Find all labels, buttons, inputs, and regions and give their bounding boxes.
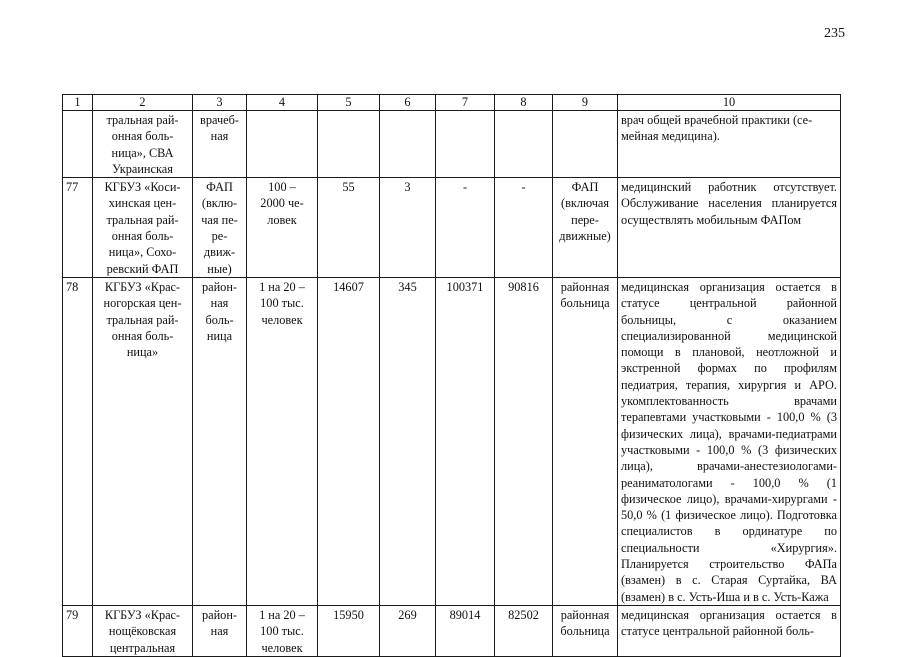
facility-type: врачеб- ная [200, 113, 239, 144]
organization-name: тральная рай- онная боль- ница», СВА Украинская [106, 113, 179, 176]
page-number: 235 [824, 26, 845, 41]
planned-type: ФАП (включая пере- движные) [559, 180, 611, 244]
organization-name: КГБУЗ «Коси- хинская цен- тральная рай- онная боль- ница», Сохо- ревский ФАП [104, 180, 181, 276]
column-header: 6 [380, 95, 436, 111]
planned-type: районная больница [560, 607, 610, 639]
value-col5: 14607 [333, 279, 364, 294]
value-col5: 55 [342, 180, 355, 195]
column-header: 1 [63, 95, 93, 111]
row-number: 78 [66, 279, 79, 294]
value-col7: - [462, 180, 468, 195]
facility-type: район- ная [201, 607, 237, 639]
column-header: 10 [618, 95, 841, 111]
column-header: 9 [553, 95, 618, 111]
organization-name: КГБУЗ «Крас- нощёковская центральная [104, 607, 181, 655]
table-row [63, 111, 841, 178]
column-header: 3 [193, 95, 247, 111]
table-row [63, 277, 841, 605]
value-col7: 89014 [449, 607, 481, 622]
notes: медицинская организация остается в статусе центральной районной боль- [621, 607, 837, 639]
service-norm: 100 – 2000 че- ловек [260, 180, 304, 227]
facility-type: ФАП (вклю- чая пе- ре- движ- ные) [201, 180, 238, 276]
value-col8: 82502 [508, 607, 539, 622]
notes: врач общей врачебной практики (се- мейная медицина). [621, 113, 813, 144]
row-number: 79 [66, 607, 79, 622]
service-norm: 1 на 20 – 100 тыс. человек [259, 607, 305, 655]
notes: медицинская организация остается в статусе центральной районной больницы, с оказанием специализированной медицинской помощи в плановой, неотложной и экстренной формах по профилям педиатрия, терапия, хирургия и АРО. укомплектованность врачами терапевтами участковыми - 100,0 % (3 физических лица), врачами-педиатрами участковыми - 100,0 % (3 физических лица), врачами-анестезиологами-реаниматологами - 100,0 % (1 физическое лицо), врачами-хирургами - 50,0 % (1 физическое лицо). Подготовка специалистов в ординатуре по специальности «Хирургия». Планируется строительство ФАПа (взамен) в с. Старая Суртайка, ВА (взамен) в с. Усть-Иша и в с. Усть-Кажа [621, 279, 837, 604]
column-header: 4 [247, 95, 318, 111]
organization-name: КГБУЗ «Крас- ногорская цен- тральная рай- онная боль- ница» [103, 279, 182, 360]
notes: медицинский работник отсутствует. Обслуживание населения планируется осуществлять мобильным ФАПом [621, 180, 837, 227]
value-col6: 345 [398, 279, 417, 294]
value-col6: 3 [404, 180, 411, 195]
row-number: 77 [66, 180, 79, 195]
value-col8: - [521, 180, 526, 195]
value-col6: 269 [398, 607, 417, 622]
planned-type: районная больница [560, 279, 610, 311]
column-header: 5 [318, 95, 380, 111]
table-row [63, 605, 841, 656]
value-col5: 15950 [333, 607, 364, 622]
column-header: 2 [93, 95, 193, 111]
table-row [63, 178, 841, 278]
value-col8: 90816 [508, 279, 539, 294]
column-header: 7 [436, 95, 495, 111]
value-col7: 100371 [446, 279, 484, 294]
document-table [62, 94, 841, 657]
header-row [63, 95, 841, 111]
service-norm: 1 на 20 – 100 тыс. человек [259, 279, 305, 327]
column-header: 8 [495, 95, 553, 111]
facility-type: район- ная боль- ница [201, 279, 237, 343]
